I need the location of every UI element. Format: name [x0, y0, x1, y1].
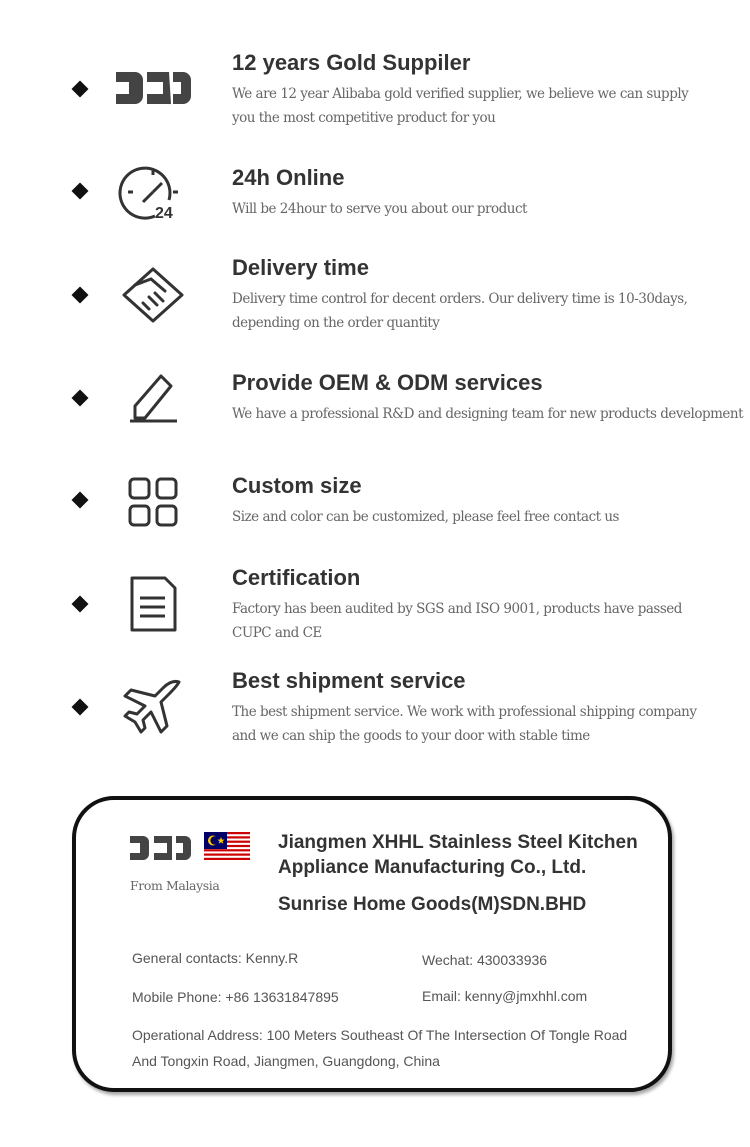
malaysia-flag-icon: [204, 832, 250, 862]
operational-address: Operational Address: 100 Meters Southeast Of The Intersection Of Tongle Road And Tongxin Road, Jiangmen, Guangdong, China: [132, 1027, 628, 1069]
airplane-icon: [113, 678, 193, 738]
bullet-diamond-icon: [72, 596, 89, 613]
bullet-diamond-icon: [72, 183, 89, 200]
bullet-diamond-icon: [72, 492, 89, 509]
feature-title: 12 years Gold Suppiler: [232, 50, 471, 75]
feature-description: We have a professional R&D and designing team for new products development: [232, 406, 744, 422]
pencil-icon: [113, 368, 193, 428]
mobile-phone: Mobile Phone: +86 13631847895: [132, 989, 339, 1005]
feature-description: The best shipment service. We work with professional shipping company and we can ship the goods to your door with stable time: [232, 704, 697, 744]
bullet-diamond-icon: [72, 390, 89, 407]
bullet-diamond-icon: [72, 699, 89, 716]
feature-title: Best shipment service: [232, 668, 466, 693]
contact-card: [72, 796, 672, 1092]
feature-title: Custom size: [232, 473, 362, 498]
company-name-secondary: Sunrise Home Goods(M)SDN.BHD: [278, 894, 587, 915]
wechat-contact: Wechat: 430033936: [422, 952, 548, 968]
document-icon: [113, 574, 193, 634]
handshake-icon: [113, 265, 193, 325]
feature-description: Factory has been audited by SGS and ISO 9001, products have passed CUPC and CE: [232, 601, 682, 641]
svg-text:24: 24: [155, 205, 173, 222]
feature-description: Size and color can be customized, please feel free contact us: [232, 509, 619, 525]
grid-icon: [113, 472, 193, 532]
feature-title: Provide OEM & ODM services: [232, 370, 543, 395]
feature-title: Delivery time: [232, 255, 369, 280]
company-name-primary: Jiangmen XHHL Stainless Steel Kitchen Appliance Manufacturing Co., Ltd.: [278, 832, 638, 878]
email-link[interactable]: Email: kenny@jmxhhl.com: [422, 988, 588, 1004]
company-logo-icon: [113, 58, 193, 118]
feature-description: We are 12 year Alibaba gold verified supplier, we believe we can supply you the most competitive product for you: [232, 86, 689, 126]
feature-description: Will be 24hour to serve you about our product: [232, 201, 527, 217]
bullet-diamond-icon: [72, 81, 89, 98]
general-contact: General contacts: Kenny.R: [132, 950, 299, 966]
clock-24h-icon: [113, 162, 193, 222]
feature-description: Delivery time control for decent orders. Our delivery time is 10-30days, depending on the order quantity: [232, 291, 688, 331]
feature-title: 24h Online: [232, 165, 345, 190]
feature-title: Certification: [232, 565, 361, 590]
bullet-diamond-icon: [72, 287, 89, 304]
origin-label: From Malaysia: [130, 878, 220, 893]
company-logo-icon: [128, 830, 194, 866]
